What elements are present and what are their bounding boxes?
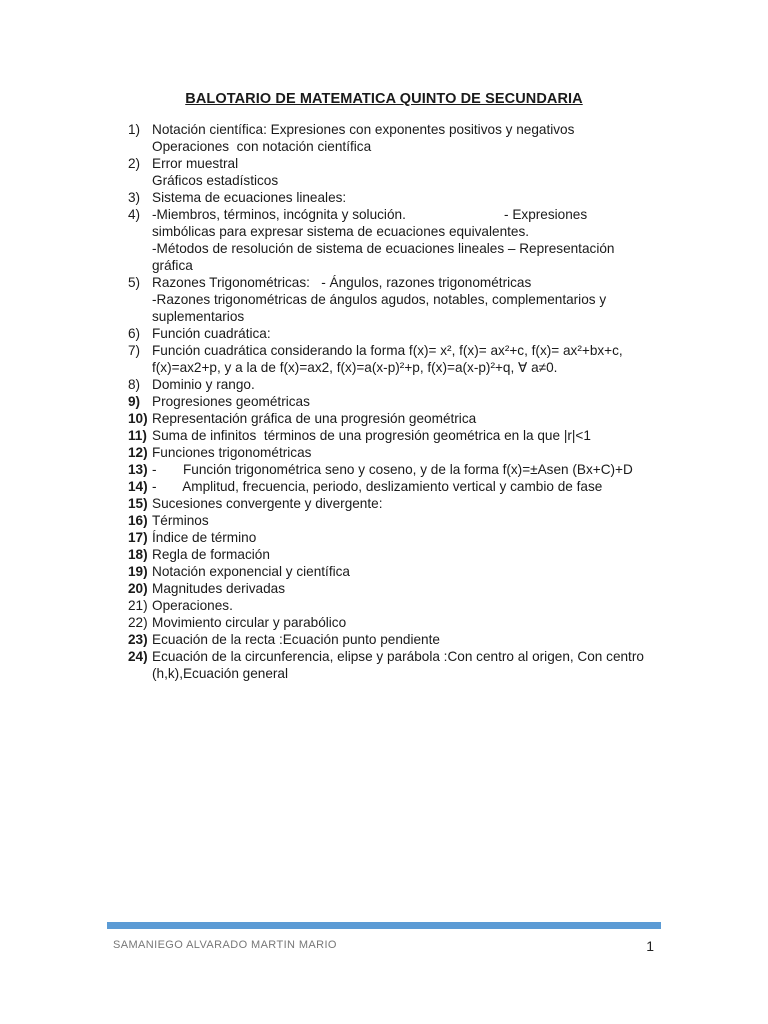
list-item-text <box>152 342 668 376</box>
list-item-text <box>152 427 668 444</box>
document-title: BALOTARIO DE MATEMATICA QUINTO DE SECUNDARIA <box>185 91 583 107</box>
list-item <box>128 597 668 614</box>
list-item-text <box>152 410 668 427</box>
list-item-text <box>152 563 668 580</box>
list-item-line: Razones Trigonométricas: - Ángulos, razones trigonométricas <box>152 275 532 290</box>
list-item <box>128 410 668 427</box>
list-item <box>128 189 668 206</box>
list-item-number: 11) <box>128 428 147 443</box>
list-item-line: Ecuación de la circunferencia, elipse y parábola :Con centro al origen, Con centro <box>152 649 644 664</box>
list-item <box>128 614 668 631</box>
list-item-line: Regla de formación <box>152 547 270 562</box>
list-item-line: -Miembros, términos, incógnita y solución. - Expresiones <box>152 207 588 222</box>
list-item <box>128 206 668 274</box>
list-item-text <box>152 529 668 546</box>
list-item-number: 20) <box>128 581 148 596</box>
list-item-line: Notación científica: Expresiones con exponentes positivos y negativos <box>152 122 575 137</box>
list-item-line: Notación exponencial y científica <box>152 564 350 579</box>
list-item-number: 21) <box>128 598 148 613</box>
list-item-text <box>152 189 668 206</box>
list-item-line: f(x)=ax2+p, y a la de f(x)=ax2, f(x)=a(x-p)²+p, f(x)=a(x-p)²+q, ∀ a≠0. <box>152 360 558 375</box>
list-item <box>128 563 668 580</box>
list-item-line: Dominio y rango. <box>152 377 255 392</box>
list-item-text <box>152 206 668 274</box>
list-item-line: Índice de término <box>152 530 257 545</box>
list-item-text <box>152 393 668 410</box>
list-item <box>128 478 668 495</box>
list-item-line: Representación gráfica de una progresión geométrica <box>152 411 477 426</box>
list-item-line: - Función trigonométrica seno y coseno, y de la forma f(x)=±Asen (Bx+C)+D <box>152 462 633 477</box>
list-item <box>128 580 668 597</box>
list-item-line: Progresiones geométricas <box>152 394 310 409</box>
list-item-text <box>152 648 668 682</box>
list-item <box>128 274 668 325</box>
list-item-text <box>152 614 668 631</box>
list-item-line: Sucesiones convergente y divergente: <box>152 496 383 511</box>
list-item-number: 1) <box>128 122 141 137</box>
list-item <box>128 155 668 189</box>
list-item-text <box>152 121 668 155</box>
list-item-text <box>152 597 668 614</box>
list-item-line: Funciones trigonométricas <box>152 445 312 460</box>
list-item-number: 15) <box>128 496 148 511</box>
list-item-number: 5) <box>128 275 141 290</box>
list-item-text <box>152 325 668 342</box>
list-item-text <box>152 376 668 393</box>
list-item-number: 10) <box>128 411 148 426</box>
list-item-number: 18) <box>128 547 148 562</box>
list-item <box>128 121 668 155</box>
list-item-line: Magnitudes derivadas <box>152 581 285 596</box>
list-item-number: 14) <box>128 479 148 494</box>
footer-divider <box>107 922 661 929</box>
list-item-text <box>152 512 668 529</box>
list-item-line: Suma de infinitos términos de una progresión geométrica en la que |r|<1 <box>152 428 591 443</box>
list-item-number: 2) <box>128 156 141 171</box>
list-item-line: Operaciones. <box>152 598 233 613</box>
list-item <box>128 512 668 529</box>
footer-author: SAMANIEGO ALVARADO MARTIN MARIO <box>113 939 337 951</box>
list-item-text <box>152 478 668 495</box>
list-item <box>128 427 668 444</box>
list-item-text <box>152 461 668 478</box>
list-item-line: Error muestral <box>152 156 239 171</box>
list-item-text <box>152 631 668 648</box>
list-item-line: (h,k),Ecuación general <box>152 666 289 681</box>
list-item <box>128 631 668 648</box>
list-item-line: Gráficos estadísticos <box>152 173 279 188</box>
list-item-number: 6) <box>128 326 141 341</box>
list-item-number: 3) <box>128 190 141 205</box>
list-item <box>128 461 668 478</box>
list-item-number: 7) <box>128 343 141 358</box>
list-item-line: suplementarios <box>152 309 245 324</box>
list-item-number: 24) <box>128 649 148 664</box>
list-item-line: Movimiento circular y parabólico <box>152 615 347 630</box>
list-item-line: -Métodos de resolución de sistema de ecuaciones lineales – Representación <box>152 241 615 256</box>
list-item-line: simbólicas para expresar sistema de ecuaciones equivalentes. <box>152 224 530 239</box>
list-item-line: gráfica <box>152 258 193 273</box>
list-item <box>128 529 668 546</box>
list-item-text <box>152 546 668 563</box>
list-item-line: - Amplitud, frecuencia, periodo, deslizamiento vertical y cambio de fase <box>152 479 603 494</box>
list-item-line: Operaciones con notación científica <box>152 139 372 154</box>
list-item-number: 9) <box>128 394 141 409</box>
list-item-number: 17) <box>128 530 148 545</box>
list-item <box>128 444 668 461</box>
list-item-line: Términos <box>152 513 209 528</box>
list-item <box>128 393 668 410</box>
list-item <box>128 648 668 682</box>
list-item-number: 22) <box>128 615 148 630</box>
list-item-number: 19) <box>128 564 148 579</box>
list-item-text <box>152 444 668 461</box>
list-item-line: -Razones trigonométricas de ángulos agudos, notables, complementarios y <box>152 292 607 307</box>
list-item-number: 23) <box>128 632 148 647</box>
list-item-text <box>152 274 668 325</box>
list-item-number: 13) <box>128 462 148 477</box>
list-item-text <box>152 155 668 189</box>
list-item <box>128 376 668 393</box>
list-item-text <box>152 580 668 597</box>
list-item-number: 4) <box>128 207 141 222</box>
list-item <box>128 342 668 376</box>
topic-list <box>128 121 668 682</box>
list-item-number: 16) <box>128 513 148 528</box>
list-item <box>128 495 668 512</box>
list-item-number: 12) <box>128 445 148 460</box>
list-item <box>128 325 668 342</box>
page-number: 1 <box>646 938 654 954</box>
list-item-line: Ecuación de la recta :Ecuación punto pendiente <box>152 632 440 647</box>
list-item-line: Función cuadrática: <box>152 326 271 341</box>
list-item-line: Función cuadrática considerando la forma f(x)= x², f(x)= ax²+c, f(x)= ax²+bx+c, <box>152 343 623 358</box>
list-item-line: Sistema de ecuaciones lineales: <box>152 190 347 205</box>
list-item-text <box>152 495 668 512</box>
list-item <box>128 546 668 563</box>
list-item-number: 8) <box>128 377 141 392</box>
